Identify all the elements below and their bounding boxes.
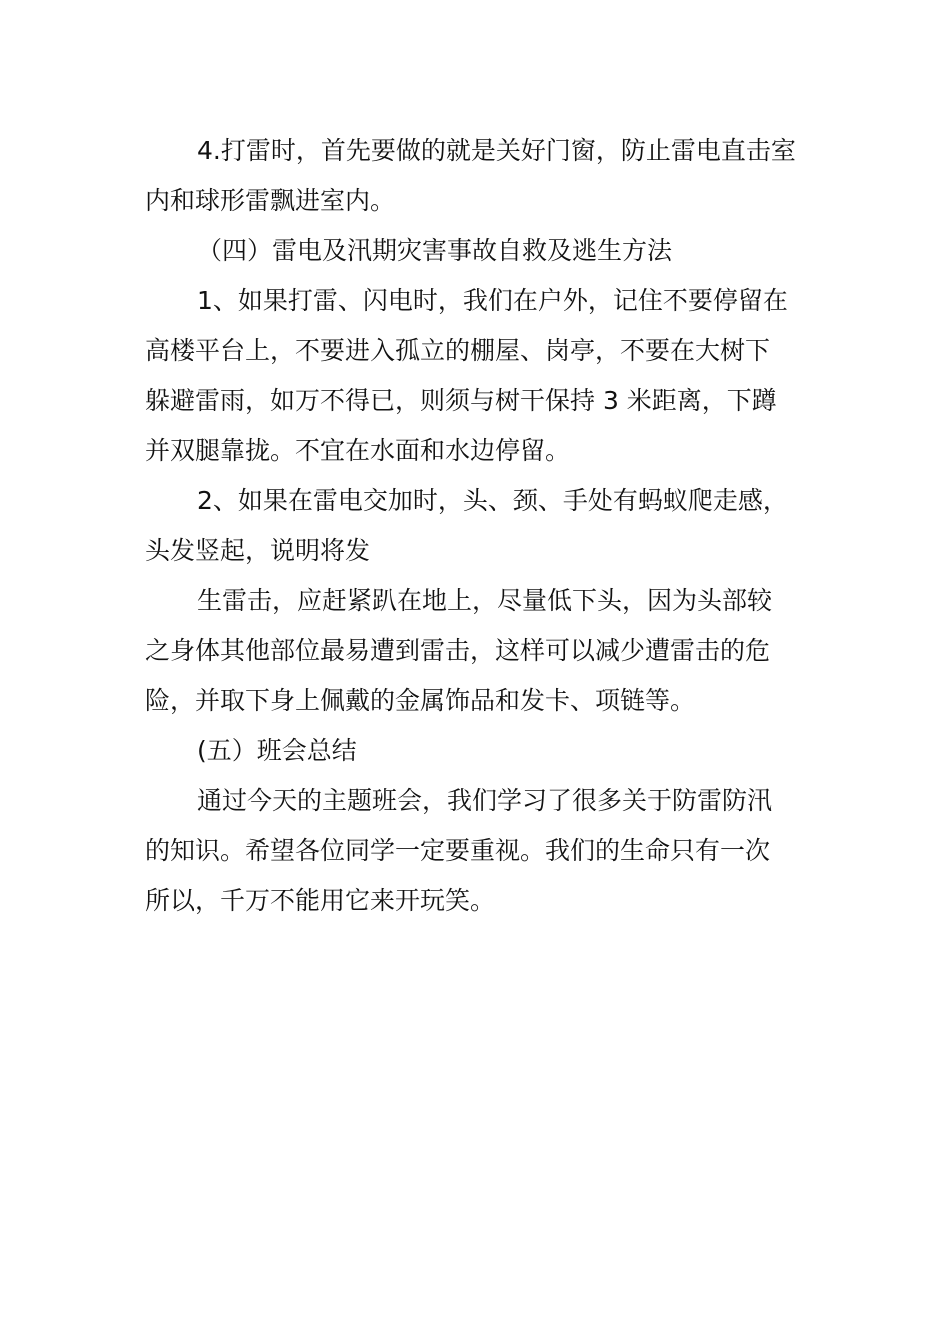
section-heading: （四）雷电及汛期灾害事故自救及逃生方法 (197, 236, 673, 265)
text-line: 通过今天的主题班会，我们学习了很多关于防雷防汛 (197, 786, 773, 815)
text-line: 并双腿靠拢。不宜在水面和水边停留。 (145, 436, 571, 465)
text-line: 高楼平台上，不要进入孤立的棚屋、岗亭，不要在大树下 (145, 336, 771, 365)
text-line: 头发竖起，说明将发 (145, 536, 371, 565)
text-line: 险，并取下身上佩戴的金属饰品和发卡、项链等。 (145, 686, 696, 715)
document-body (145, 126, 809, 926)
text-line: 1、如果打雷、闪电时，我们在户外，记住不要停留在 (197, 286, 788, 315)
text-line: 之身体其他部位最易遭到雷击，这样可以减少遭雷击的危 (145, 636, 771, 665)
text-line: 内和球形雷飘进室内。 (145, 186, 396, 215)
text-line: 的知识。希望各位同学一定要重视。我们的生命只有一次 (145, 836, 771, 865)
text-line: 4.打雷时，首先要做的就是关好门窗，防止雷电直击室 (197, 136, 796, 165)
text-line: 生雷击，应赶紧趴在地上，尽量低下头，因为头部较 (197, 586, 773, 615)
text-line: 2、如果在雷电交加时，头、颈、手处有蚂蚁爬走感， (197, 486, 788, 515)
text-line: 躲避雷雨，如万不得已，则须与树干保持 3 米距离，下蹲 (145, 386, 777, 415)
text-line: 所以，千万不能用它来开玩笑。 (145, 886, 496, 915)
section-heading: (五）班会总结 (197, 736, 357, 765)
